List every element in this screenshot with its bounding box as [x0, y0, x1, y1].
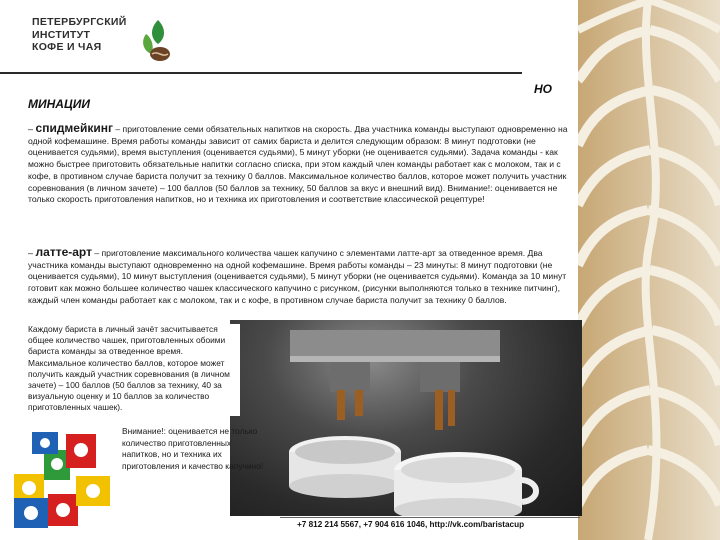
latte-art-decoration: [578, 0, 720, 540]
contacts-line: +7 812 214 5567, +7 904 616 1046, http://vk.com/baristacup: [297, 520, 525, 529]
attention-paragraph: Внимание!: оценивается не только количество приготовленных напитков, но и техника их приготовления и качество капучино!: [122, 426, 264, 471]
espresso-machine-cups-photo: [230, 320, 582, 516]
latte-art-heading: латте-арт: [35, 245, 92, 259]
coffee-bean-leaf-icon: [132, 14, 184, 66]
header-divider: [0, 72, 522, 74]
institute-logo: [32, 14, 182, 66]
speedmaking-paragraph: [28, 123, 573, 206]
title-part-2: МИНАЦИИ: [28, 97, 90, 111]
logo-text: ПЕТЕРБУРГСКИЙ ИНСТИТУТ КОФЕ И ЧАЯ: [32, 16, 127, 53]
dash-2: –: [28, 248, 36, 258]
speedmaking-heading: спидмейкинг: [35, 121, 113, 135]
coffee-cups-mosaic-icon: [14, 420, 114, 528]
dash-1: –: [28, 124, 36, 134]
title-part-1: НО: [534, 82, 552, 96]
scoring-paragraph: Каждому бариста в личный зачёт засчитывается общее количество чашек, приготовленных обоими бариста команды за отведенное время. Максимальное количество баллов, которое может получить каждый участник соревнования (в личном зачете) – 100 баллов (50 баллов за технику, 40 за визуальную оценку и 10 баллов за количество приготовленных чашек).: [28, 324, 240, 416]
latte-art-paragraph: [28, 247, 573, 307]
contacts-divider: [280, 517, 580, 518]
latte-art-text: – приготовление максимального количества чашек капучино с элементами латте-арт за отведенное время. Два участника команды выступают одновременно на одной кофемашине. Время работы команды – 23 минуты: 8 минут подготовки (не оценивается судьями), 10 минут выступления (оценивается судьями), 5 минут уборки (не оценивается судьями). Команда за 10 минут готовит как можно большее количество чашек классического капучино с рисунком, (рисунки выполняются только в технике питчинг), каждый член команды работает как с молоком, так и с кофе, в противном случае бариста получит за технику 0 баллов.: [28, 248, 567, 305]
speedmaking-text: – приготовление семи обязательных напитков на скорость. Два участника команды выступают одновременно на одной кофемашине. Время работы команды зависит от самих бариста и делится следующим образом: 8 минут подготовки (не оценивается судьями), время выступления (оценивается судьями), 5 минут уборки (не оценивается судьями). Задача команды - как можно быстрее приготовить обязательные напитки согласно списка, при этом каждый член команды работает как с молоком, так и с кофе, в противном случае бариста получит за технику 0 баллов. Максимальное количество баллов, которое может получить участник соревнования (в личном зачете) – 100 баллов (50 баллов за технику, 50 баллов за вкус и внешний вид). Внимание!: оценивается не только скорость приготовления напитков, но и техника их приготовления и соответствие классической рецептуре!: [28, 124, 568, 205]
